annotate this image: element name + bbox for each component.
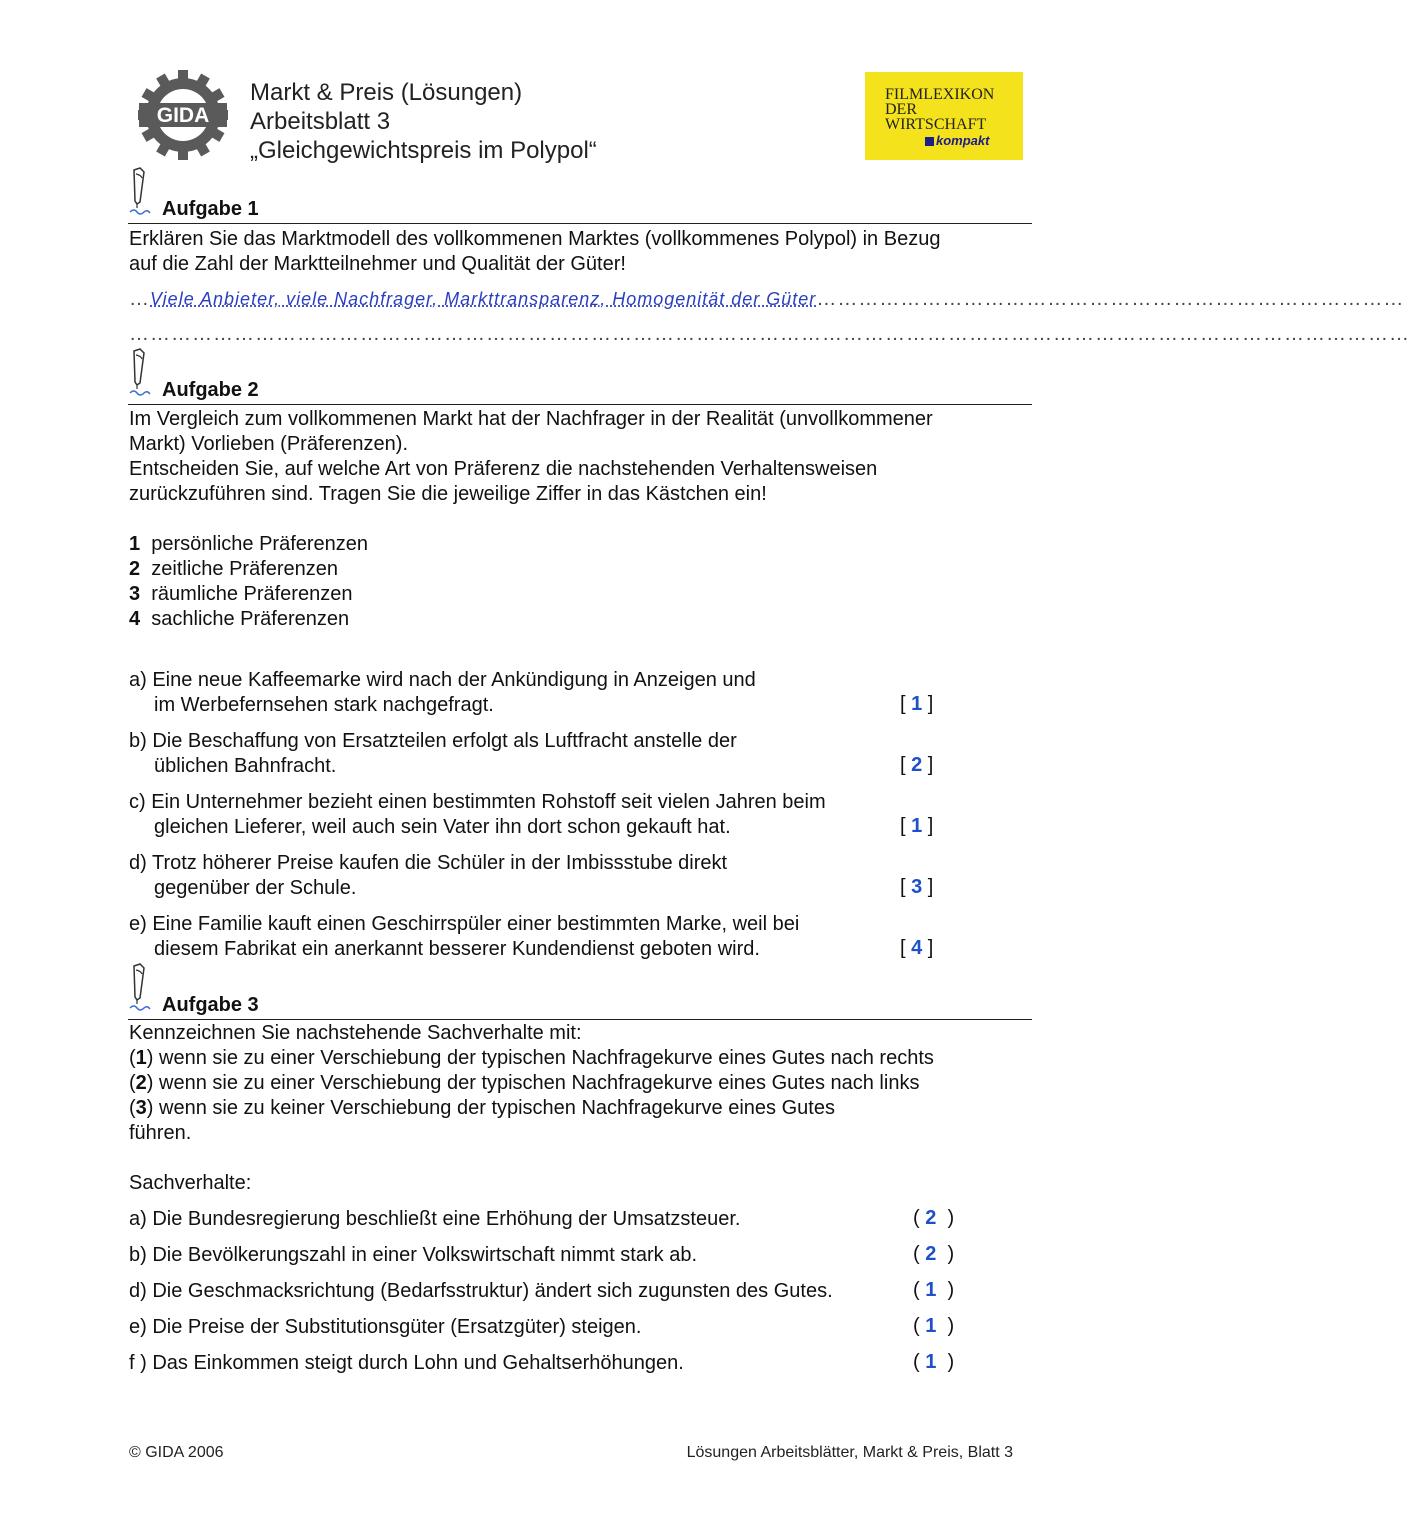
task1-text: auf die Zahl der Marktteilnehmer und Qualität der Güter! — [129, 253, 626, 275]
task1-text: Erklären Sie das Marktmodell des vollkommenen Marktes (vollkommenes Polypol) in Bezug — [129, 228, 941, 250]
preference-item: 1 persönliche Präferenzen — [129, 533, 369, 555]
task1-answer: Viele Anbieter, viele Nachfrager, Markttransparenz, Homogenität der Güter — [150, 289, 817, 309]
fact-text: e) Die Preise der Substitutionsgüter (Ersatzgüter) steigen. — [129, 1316, 642, 1338]
task3-outro: führen. — [129, 1122, 192, 1144]
answer-box: ( 1 ) — [913, 1279, 955, 1301]
answer-box: [ 1 ] — [900, 693, 934, 715]
task2-text: zurückzuführen sind. Tragen Sie die jeweilige Ziffer in das Kästchen ein! — [129, 483, 767, 505]
task3-intro: Kennzeichnen Sie nachstehende Sachverhalte mit: — [129, 1022, 582, 1044]
item-text: üblichen Bahnfracht. — [154, 755, 337, 777]
answer-line: …Viele Anbieter, viele Nachfrager, Markttransparenz, Homogenität der Güter………………………………………………………………………… — [129, 288, 1405, 310]
page-title: Markt & Preis (Lösungen) — [250, 79, 523, 106]
task2-text: Markt) Vorlieben (Präferenzen). — [129, 433, 409, 455]
preference-item: 2 zeitliche Präferenzen — [129, 558, 339, 580]
pen-icon — [128, 347, 152, 399]
answer-box: [ 1 ] — [900, 815, 934, 837]
code-item: (2) wenn sie zu einer Verschiebung der typischen Nachfragekurve eines Gutes nach links — [129, 1072, 920, 1094]
fact-text: d) Die Geschmacksrichtung (Bedarfsstruktur) ändert sich zugunsten des Gutes. — [129, 1280, 833, 1302]
divider — [128, 404, 1032, 405]
preference-item: 4 sachliche Präferenzen — [129, 608, 350, 630]
gida-logo — [136, 68, 230, 162]
task2-title: Aufgabe 2 — [162, 379, 259, 401]
footer-source: Lösungen Arbeitsblätter, Markt & Preis, Blatt 3 — [686, 1444, 1013, 1461]
code-item: (1) wenn sie zu einer Verschiebung der typischen Nachfragekurve eines Gutes nach rechts — [129, 1047, 934, 1069]
answer-box: [ 4 ] — [900, 937, 934, 959]
code-item: (3) wenn sie zu keiner Verschiebung der typischen Nachfragekurve eines Gutes — [129, 1097, 835, 1119]
divider — [128, 1019, 1032, 1020]
fact-text: b) Die Bevölkerungszahl in einer Volkswirtschaft nimmt stark ab. — [129, 1244, 698, 1266]
pen-icon — [128, 962, 152, 1014]
answer-box: [ 3 ] — [900, 876, 934, 898]
answer-box: [ 2 ] — [900, 754, 934, 776]
page-topic: „Gleichgewichtspreis im Polypol“ — [250, 137, 597, 164]
answer-box: ( 2 ) — [913, 1207, 955, 1229]
item-text: gleichen Lieferer, weil auch sein Vater ihn dort schon gekauft hat. — [154, 816, 731, 838]
filmlexikon-badge: FILMLEXIKON DER WIRTSCHAFT kompakt — [865, 72, 1023, 160]
pen-icon — [128, 166, 152, 218]
footer-copyright: © GIDA 2006 — [129, 1444, 224, 1461]
answer-line: ………………………………………………………………………………………………………………………………………………………………… — [129, 323, 1410, 345]
fact-text: a) Die Bundesregierung beschließt eine Erhöhung der Umsatzsteuer. — [129, 1208, 741, 1230]
divider — [128, 223, 1032, 224]
item-text: e) Eine Familie kauft einen Geschirrspüler einer bestimmten Marke, weil bei — [129, 913, 800, 935]
item-text: a) Eine neue Kaffeemarke wird nach der Ankündigung in Anzeigen und — [129, 669, 756, 691]
item-text: d) Trotz höherer Preise kaufen die Schüler in der Imbissstube direkt — [129, 852, 728, 874]
answer-box: ( 1 ) — [913, 1351, 955, 1373]
preference-item: 3 räumliche Präferenzen — [129, 583, 353, 605]
item-text: c) Ein Unternehmer bezieht einen bestimmten Rohstoff seit vielen Jahren beim — [129, 791, 826, 813]
item-text: b) Die Beschaffung von Ersatzteilen erfolgt als Luftfracht anstelle der — [129, 730, 737, 752]
page-subtitle: Arbeitsblatt 3 — [250, 108, 391, 135]
svg-text:GIDA: GIDA — [156, 104, 210, 127]
task2-text: Im Vergleich zum vollkommenen Markt hat der Nachfrager in der Realität (unvollkommener — [129, 408, 933, 430]
answer-box: ( 1 ) — [913, 1315, 955, 1337]
task3-title: Aufgabe 3 — [162, 994, 259, 1016]
answer-box: ( 2 ) — [913, 1243, 955, 1265]
item-text: im Werbefernsehen stark nachgefragt. — [154, 694, 494, 716]
item-text: gegenüber der Schule. — [154, 877, 357, 899]
fact-text: f ) Das Einkommen steigt durch Lohn und Gehaltserhöhungen. — [129, 1352, 684, 1374]
item-text: diesem Fabrikat ein anerkannt besserer Kundendienst geboten wird. — [154, 938, 760, 960]
facts-label: Sachverhalte: — [129, 1172, 252, 1194]
task2-text: Entscheiden Sie, auf welche Art von Präferenz die nachstehenden Verhaltensweisen — [129, 458, 878, 480]
task1-title: Aufgabe 1 — [162, 198, 259, 220]
